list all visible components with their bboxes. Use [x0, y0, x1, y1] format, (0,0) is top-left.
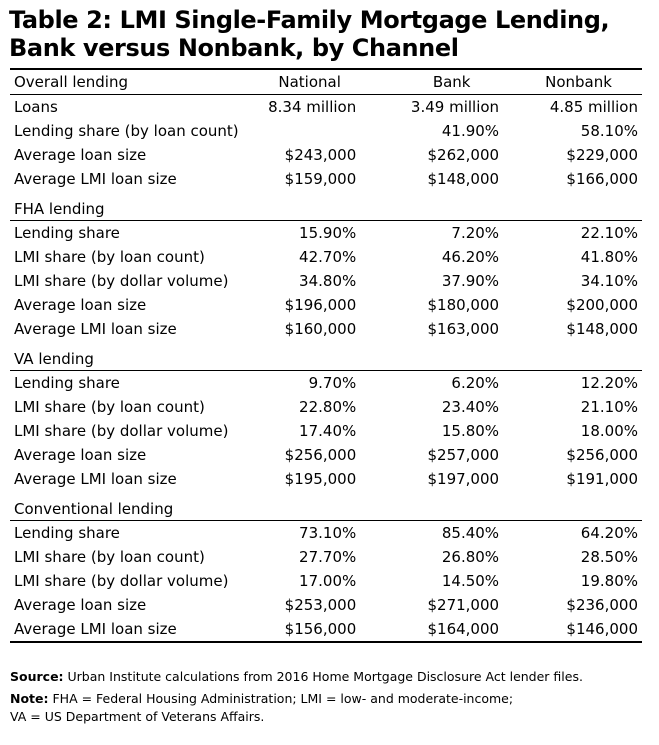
- row-label: LMI share (by dollar volume): [14, 422, 229, 440]
- table-row: [10, 395, 642, 419]
- cell-nonbank: 19.80%: [580, 572, 638, 590]
- source-label: Source:: [10, 669, 64, 684]
- cell-nonbank: $146,000: [499, 617, 642, 642]
- row-label: Average loan size: [14, 596, 147, 614]
- cell-national: 17.00%: [299, 572, 357, 590]
- cell-nonbank: 4.85 million: [549, 98, 638, 116]
- cell-bank: 3.49 million: [410, 98, 500, 116]
- cell-national: $195,000: [284, 470, 357, 488]
- cell-bank: 14.50%: [441, 572, 500, 590]
- section-heading: VA lending: [10, 341, 642, 371]
- table-row: [10, 269, 642, 293]
- table-row: [10, 293, 642, 317]
- cell-nonbank: $236,000: [566, 596, 638, 614]
- table-row: [10, 245, 642, 269]
- cell-bank: 41.90%: [441, 122, 500, 140]
- cell-national: $160,000: [284, 320, 357, 338]
- section-header-row: [10, 341, 642, 371]
- cell-national: $256,000: [284, 446, 357, 464]
- cell-bank: $164,000: [356, 617, 499, 642]
- section-heading: FHA lending: [10, 191, 642, 221]
- cell-bank: 46.20%: [441, 248, 500, 266]
- table-row: [10, 617, 642, 642]
- cell-bank: $180,000: [427, 296, 500, 314]
- cell-bank: 37.90%: [441, 272, 500, 290]
- table-row: [10, 143, 642, 167]
- cell-bank: $163,000: [427, 320, 500, 338]
- row-label: LMI share (by loan count): [14, 248, 205, 266]
- cell-national: [263, 119, 356, 143]
- lending-table: [10, 68, 642, 643]
- cell-nonbank: $191,000: [566, 470, 638, 488]
- section-header-row: [10, 191, 642, 221]
- table-row: [10, 317, 642, 341]
- cell-bank: 26.80%: [441, 548, 500, 566]
- table-row: [10, 95, 642, 120]
- row-label: Average loan size: [14, 146, 147, 164]
- table-row: [10, 443, 642, 467]
- cell-bank: 23.40%: [441, 398, 500, 416]
- section-heading: Overall lending: [10, 69, 263, 95]
- table-row: [10, 593, 642, 617]
- table-row: [10, 569, 642, 593]
- table-header-row: [10, 69, 642, 95]
- cell-national: $159,000: [284, 170, 357, 188]
- row-label: LMI share (by loan count): [14, 548, 205, 566]
- column-header-national: National: [263, 69, 356, 95]
- cell-nonbank: 21.10%: [580, 398, 638, 416]
- row-label: Lending share: [14, 224, 120, 242]
- cell-nonbank: $229,000: [566, 146, 638, 164]
- cell-bank: 15.80%: [441, 422, 500, 440]
- cell-nonbank: 18.00%: [580, 422, 638, 440]
- cell-nonbank: 12.20%: [580, 374, 638, 392]
- note-text: FHA = Federal Housing Administration; LMI = low- and moderate-income;: [48, 691, 514, 706]
- row-label: Average loan size: [14, 446, 147, 464]
- section-header-row: [10, 491, 642, 521]
- cell-national: 42.70%: [299, 248, 357, 266]
- cell-national: 15.90%: [299, 224, 357, 242]
- row-label: Average LMI loan size: [14, 470, 177, 488]
- table-row: [10, 545, 642, 569]
- cell-bank: $262,000: [427, 146, 500, 164]
- table-row: [10, 419, 642, 443]
- table-row: [10, 119, 642, 143]
- cell-national: $156,000: [263, 617, 356, 642]
- cell-nonbank: $200,000: [566, 296, 638, 314]
- cell-nonbank: 58.10%: [580, 122, 638, 140]
- cell-national: 73.10%: [299, 524, 357, 542]
- cell-bank: $257,000: [427, 446, 500, 464]
- cell-national: 17.40%: [299, 422, 357, 440]
- row-label: Average LMI loan size: [14, 170, 177, 188]
- cell-national: $243,000: [284, 146, 357, 164]
- table-row: [10, 221, 642, 246]
- row-label: LMI share (by dollar volume): [14, 572, 229, 590]
- row-label: Lending share: [14, 524, 120, 542]
- cell-nonbank: 34.10%: [580, 272, 638, 290]
- cell-nonbank: 28.50%: [580, 548, 638, 566]
- note-label: Note:: [10, 691, 49, 706]
- cell-nonbank: $166,000: [566, 170, 638, 188]
- table-row: [10, 371, 642, 396]
- row-label: Average LMI loan size: [10, 617, 263, 642]
- cell-bank: 6.20%: [451, 374, 500, 392]
- note: [10, 690, 650, 708]
- source-note: [10, 668, 650, 686]
- cell-national: 34.80%: [299, 272, 357, 290]
- row-label: Lending share: [14, 374, 120, 392]
- cell-nonbank: 41.80%: [580, 248, 638, 266]
- table-row: [10, 167, 642, 191]
- row-label: Loans: [14, 98, 58, 116]
- row-label: LMI share (by dollar volume): [14, 272, 229, 290]
- table-row: [10, 467, 642, 491]
- cell-nonbank: $256,000: [566, 446, 638, 464]
- cell-bank: 7.20%: [451, 224, 500, 242]
- cell-bank: $148,000: [427, 170, 500, 188]
- table-title: Table 2: LMI Single-Family Mortgage Lending, Bank versus Nonbank, by Channel: [9, 6, 610, 62]
- row-label: Average LMI loan size: [14, 320, 177, 338]
- cell-national: 27.70%: [299, 548, 357, 566]
- cell-national: $253,000: [284, 596, 357, 614]
- cell-nonbank: 64.20%: [580, 524, 638, 542]
- cell-nonbank: $148,000: [566, 320, 638, 338]
- cell-bank: 85.40%: [441, 524, 500, 542]
- note-continued: VA = US Department of Veterans Affairs.: [10, 709, 265, 724]
- row-label: Lending share (by loan count): [14, 122, 239, 140]
- row-label: LMI share (by loan count): [14, 398, 205, 416]
- cell-nonbank: 22.10%: [580, 224, 638, 242]
- source-text: Urban Institute calculations from 2016 Home Mortgage Disclosure Act lender files.: [63, 669, 583, 684]
- row-label: Average loan size: [14, 296, 147, 314]
- cell-national: $196,000: [284, 296, 357, 314]
- cell-national: 9.70%: [308, 374, 357, 392]
- table-notes: [10, 668, 650, 726]
- cell-national: 22.80%: [299, 398, 357, 416]
- cell-national: 8.34 million: [268, 98, 357, 116]
- column-header-bank: Bank: [356, 69, 499, 95]
- column-header-nonbank: Nonbank: [499, 69, 642, 95]
- cell-bank: $197,000: [427, 470, 500, 488]
- table-row: [10, 521, 642, 546]
- cell-bank: $271,000: [427, 596, 500, 614]
- section-heading: Conventional lending: [10, 491, 642, 521]
